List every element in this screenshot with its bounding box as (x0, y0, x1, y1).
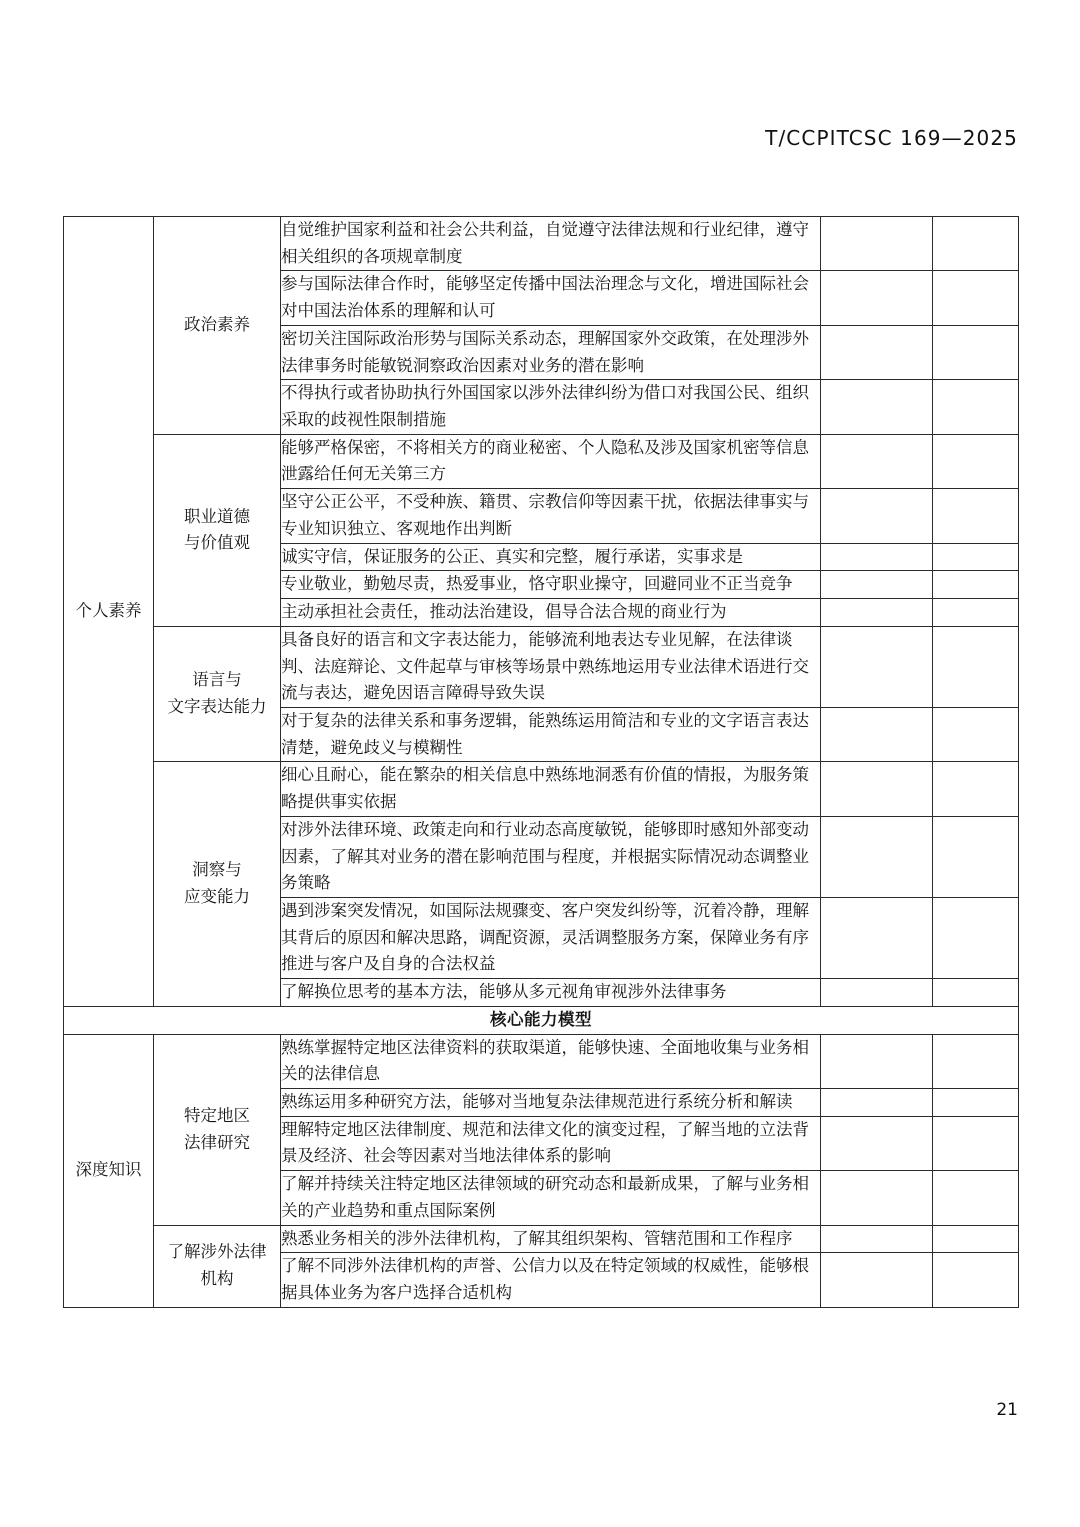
assessment-blank-cell-2[interactable] (933, 1253, 1019, 1307)
requirement-description-cell: 了解不同涉外法律机构的声誉、公信力以及在特定领域的权威性，能够根据具体业务为客户选择合适机构 (281, 1253, 821, 1307)
subcategory-label-line1: 职业道德 (184, 506, 250, 526)
requirement-description-cell: 对涉外法律环境、政策走向和行业动态高度敏锐，能够即时感知外部变动因素，了解其对业务的潜在影响范围与程度，并根据实际情况动态调整业务策略 (281, 816, 821, 897)
assessment-blank-cell-2[interactable] (933, 571, 1019, 599)
assessment-blank-cell-1[interactable] (821, 1171, 933, 1225)
category-cell: 深度知识 (64, 1034, 154, 1307)
section-divider-label: 核心能力模型 (64, 1006, 1019, 1034)
assessment-blank-cell-1[interactable] (821, 325, 933, 379)
competency-table-body (64, 217, 1019, 1308)
assessment-blank-cell-1[interactable] (821, 979, 933, 1007)
assessment-blank-cell-1[interactable] (821, 599, 933, 627)
assessment-blank-cell-2[interactable] (933, 816, 1019, 897)
assessment-blank-cell-1[interactable] (821, 543, 933, 571)
requirement-description-cell: 坚守公正公平，不受种族、籍贯、宗教信仰等因素干扰，依据法律事实与专业知识独立、客观地作出判断 (281, 489, 821, 543)
subcategory-label-line2: 应变能力 (184, 887, 250, 907)
assessment-blank-cell-2[interactable] (933, 1171, 1019, 1225)
requirement-description-cell: 密切关注国际政治形势与国际关系动态，理解国家外交政策，在处理涉外法律事务时能敏锐洞察政治因素对业务的潜在影响 (281, 325, 821, 379)
assessment-blank-cell-2[interactable] (933, 897, 1019, 978)
table-row (64, 626, 1019, 707)
subcategory-label-line2: 与价值观 (184, 533, 250, 553)
requirement-description-cell: 能够严格保密，不将相关方的商业秘密、个人隐私及涉及国家机密等信息泄露给任何无关第三方 (281, 434, 821, 488)
assessment-blank-cell-2[interactable] (933, 543, 1019, 571)
subcategory-cell (154, 762, 281, 1006)
assessment-blank-cell-1[interactable] (821, 707, 933, 761)
assessment-blank-cell-2[interactable] (933, 217, 1019, 271)
assessment-blank-cell-2[interactable] (933, 1116, 1019, 1170)
subcategory-label-line1: 政治素养 (184, 315, 250, 335)
assessment-blank-cell-1[interactable] (821, 217, 933, 271)
subcategory-cell (154, 434, 281, 626)
assessment-blank-cell-2[interactable] (933, 979, 1019, 1007)
standard-number-header: T/CCPITCSC 169—2025 (765, 126, 1018, 150)
assessment-blank-cell-1[interactable] (821, 571, 933, 599)
assessment-blank-cell-1[interactable] (821, 897, 933, 978)
assessment-blank-cell-2[interactable] (933, 1034, 1019, 1088)
requirement-description-cell: 诚实守信，保证服务的公正、真实和完整，履行承诺，实事求是 (281, 543, 821, 571)
requirement-description-cell: 具备良好的语言和文字表达能力，能够流利地表达专业见解，在法律谈判、法庭辩论、文件起草与审核等场景中熟练地运用专业法律术语进行交流与表达，避免因语言障碍导致失误 (281, 626, 821, 707)
competency-table-wrapper (63, 216, 1018, 1308)
requirement-description-cell: 对于复杂的法律关系和事务逻辑，能熟练运用简洁和专业的文字语言表达清楚，避免歧义与模糊性 (281, 707, 821, 761)
section-divider-row (64, 1006, 1019, 1034)
requirement-description-cell: 自觉维护国家利益和社会公共利益，自觉遵守法律法规和行业纪律，遵守相关组织的各项规章制度 (281, 217, 821, 271)
assessment-blank-cell-1[interactable] (821, 816, 933, 897)
table-row (64, 1034, 1019, 1088)
assessment-blank-cell-1[interactable] (821, 1253, 933, 1307)
requirement-description-cell: 主动承担社会责任，推动法治建设，倡导合法合规的商业行为 (281, 599, 821, 627)
assessment-blank-cell-2[interactable] (933, 1225, 1019, 1253)
assessment-blank-cell-2[interactable] (933, 707, 1019, 761)
requirement-description-cell: 细心且耐心，能在繁杂的相关信息中熟练地洞悉有价值的情报，为服务策略提供事实依据 (281, 762, 821, 816)
assessment-blank-cell-2[interactable] (933, 325, 1019, 379)
table-row (64, 1225, 1019, 1253)
assessment-blank-cell-1[interactable] (821, 271, 933, 325)
page-number: 21 (996, 1400, 1018, 1420)
competency-table (63, 216, 1019, 1308)
assessment-blank-cell-2[interactable] (933, 599, 1019, 627)
assessment-blank-cell-2[interactable] (933, 1089, 1019, 1117)
subcategory-label-line1: 了解涉外法律 (167, 1242, 267, 1262)
table-row (64, 217, 1019, 271)
assessment-blank-cell-1[interactable] (821, 626, 933, 707)
subcategory-label-line2: 机构 (200, 1269, 234, 1289)
assessment-blank-cell-1[interactable] (821, 762, 933, 816)
assessment-blank-cell-1[interactable] (821, 1116, 933, 1170)
subcategory-label-line2: 文字表达能力 (167, 697, 267, 717)
assessment-blank-cell-2[interactable] (933, 271, 1019, 325)
requirement-description-cell: 熟悉业务相关的涉外法律机构，了解其组织架构、管辖范围和工作程序 (281, 1225, 821, 1253)
assessment-blank-cell-1[interactable] (821, 380, 933, 434)
assessment-blank-cell-2[interactable] (933, 434, 1019, 488)
requirement-description-cell: 熟练运用多种研究方法，能够对当地复杂法律规范进行系统分析和解读 (281, 1089, 821, 1117)
table-row (64, 434, 1019, 488)
assessment-blank-cell-1[interactable] (821, 1034, 933, 1088)
assessment-blank-cell-1[interactable] (821, 489, 933, 543)
assessment-blank-cell-2[interactable] (933, 489, 1019, 543)
assessment-blank-cell-2[interactable] (933, 762, 1019, 816)
requirement-description-cell: 不得执行或者协助执行外国国家以涉外法律纠纷为借口对我国公民、组织采取的歧视性限制措施 (281, 380, 821, 434)
category-cell: 个人素养 (64, 217, 154, 1007)
requirement-description-cell: 了解换位思考的基本方法，能够从多元视角审视涉外法律事务 (281, 979, 821, 1007)
subcategory-label-line1: 洞察与 (192, 860, 242, 880)
table-row (64, 762, 1019, 816)
assessment-blank-cell-2[interactable] (933, 380, 1019, 434)
requirement-description-cell: 熟练掌握特定地区法律资料的获取渠道，能够快速、全面地收集与业务相关的法律信息 (281, 1034, 821, 1088)
assessment-blank-cell-1[interactable] (821, 1089, 933, 1117)
assessment-blank-cell-1[interactable] (821, 434, 933, 488)
subcategory-cell (154, 217, 281, 435)
requirement-description-cell: 参与国际法律合作时，能够坚定传播中国法治理念与文化，增进国际社会对中国法治体系的理解和认可 (281, 271, 821, 325)
requirement-description-cell: 了解并持续关注特定地区法律领域的研究动态和最新成果，了解与业务相关的产业趋势和重点国际案例 (281, 1171, 821, 1225)
subcategory-cell (154, 626, 281, 762)
subcategory-label-line2: 法律研究 (184, 1132, 250, 1152)
requirement-description-cell: 遇到涉案突发情况，如国际法规骤变、客户突发纠纷等，沉着冷静，理解其背后的原因和解决思路，调配资源，灵活调整服务方案，保障业务有序推进与客户及自身的合法权益 (281, 897, 821, 978)
subcategory-label-line1: 语言与 (192, 670, 242, 690)
assessment-blank-cell-2[interactable] (933, 626, 1019, 707)
subcategory-label-line1: 特定地区 (184, 1105, 250, 1125)
requirement-description-cell: 专业敬业，勤勉尽责，热爱事业，恪守职业操守，回避同业不正当竞争 (281, 571, 821, 599)
requirement-description-cell: 理解特定地区法律制度、规范和法律文化的演变过程，了解当地的立法背景及经济、社会等因素对当地法律体系的影响 (281, 1116, 821, 1170)
assessment-blank-cell-1[interactable] (821, 1225, 933, 1253)
subcategory-cell (154, 1225, 281, 1307)
subcategory-cell (154, 1034, 281, 1225)
